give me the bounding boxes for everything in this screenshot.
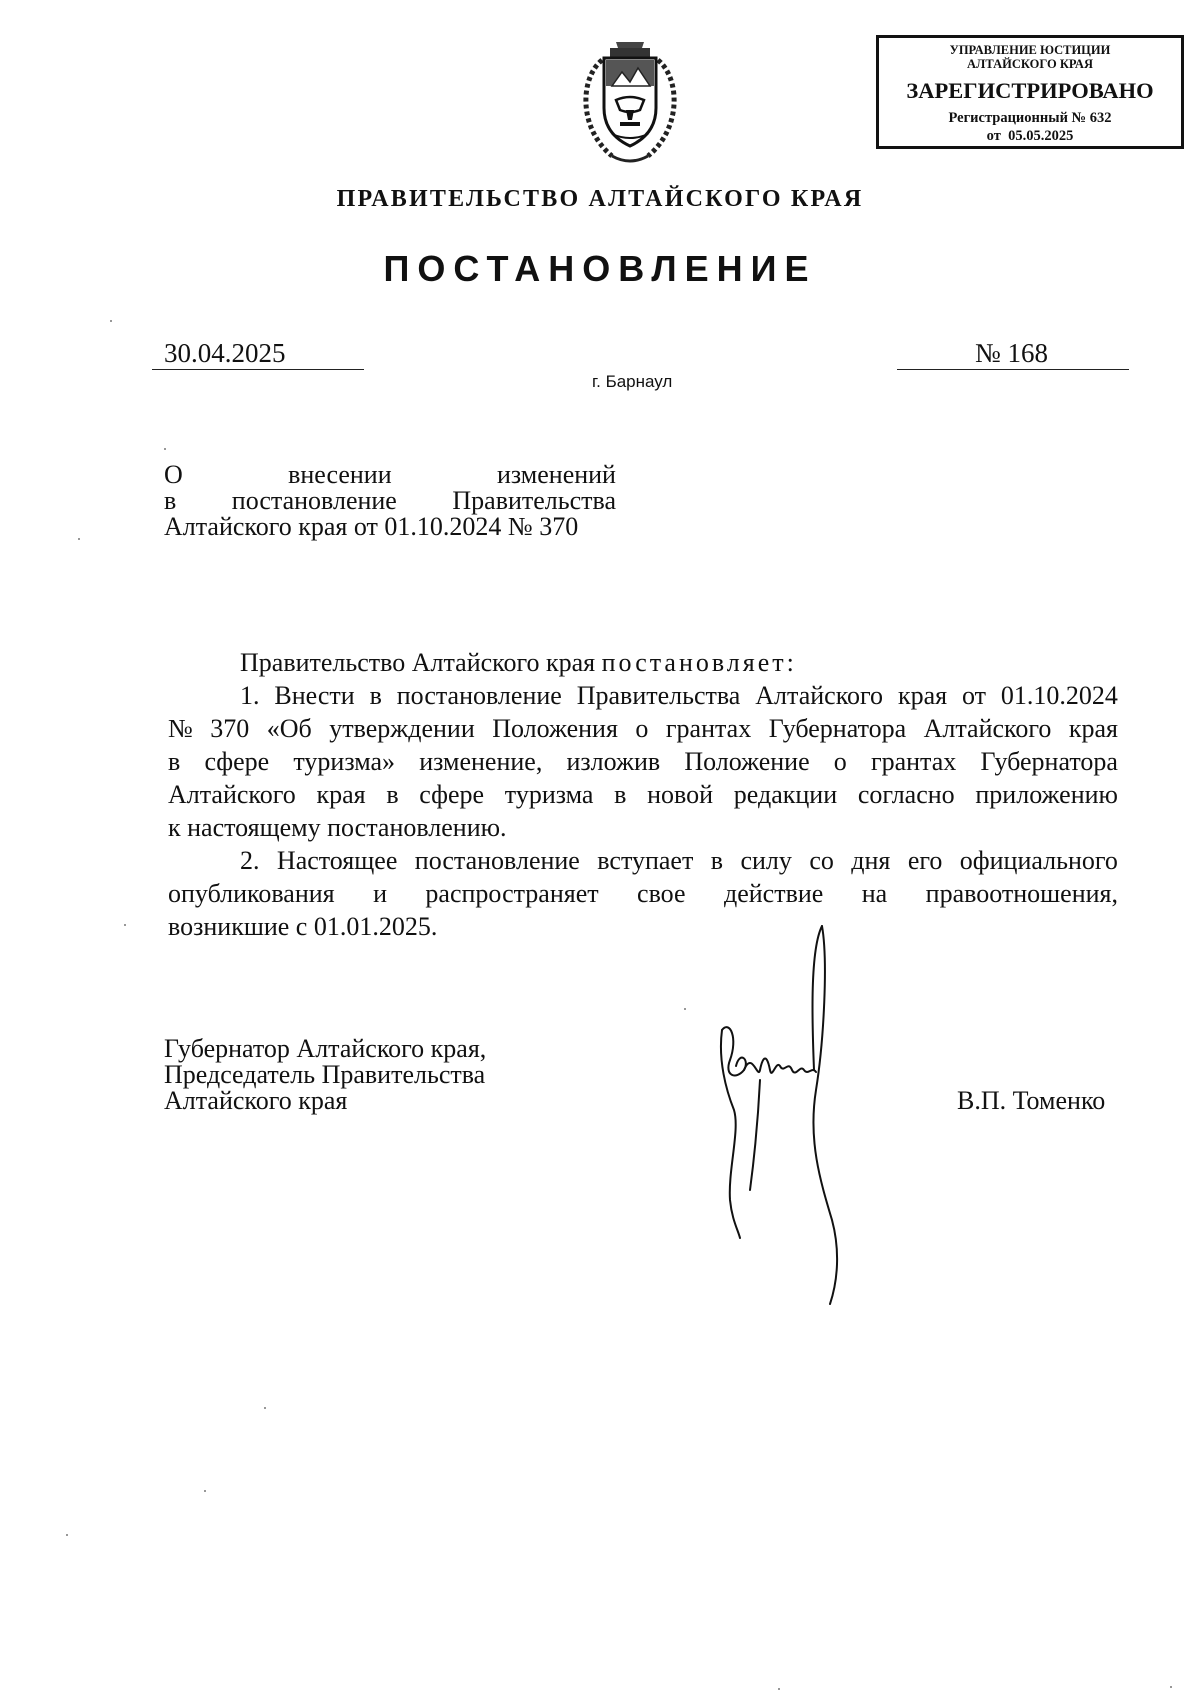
word: его xyxy=(907,846,943,875)
word: постановление xyxy=(396,681,562,710)
word: на xyxy=(861,879,888,908)
subject-line-1 xyxy=(164,462,616,488)
item1-line5: к настоящему постановлению. xyxy=(168,813,507,842)
word: вступает xyxy=(597,846,694,875)
city-label: г. Барнаул xyxy=(592,372,673,391)
word: Настоящее xyxy=(276,846,398,875)
word: редакции xyxy=(733,780,838,809)
coat-of-arms-emblem xyxy=(572,38,688,168)
item1-line4 xyxy=(168,778,1118,811)
word: Алтайского xyxy=(755,681,884,710)
word: официального xyxy=(959,846,1118,875)
scan-speck xyxy=(684,1008,686,1010)
scan-speck xyxy=(778,1688,780,1690)
word: в xyxy=(614,780,627,809)
organization-title: ПРАВИТЕЛЬСТВО АЛТАЙСКОГО КРАЯ xyxy=(336,186,864,212)
word: О xyxy=(164,460,183,489)
item2-line1 xyxy=(240,844,1118,877)
word: от xyxy=(961,681,987,710)
word: Внести xyxy=(274,681,355,710)
word: Алтайского xyxy=(168,780,296,809)
word: силу xyxy=(740,846,792,875)
word: действие xyxy=(723,879,824,908)
word: 1. xyxy=(240,681,260,710)
word: грантах xyxy=(665,714,752,743)
document-type-title: ПОСТАНОВЛЕНИЕ xyxy=(383,248,817,289)
intro-verb: постановляет: xyxy=(601,648,797,677)
intro-paragraph xyxy=(240,646,797,679)
date-underline xyxy=(152,369,364,370)
word: опубликования xyxy=(168,879,335,908)
handwritten-signature xyxy=(700,920,890,1310)
word: о xyxy=(635,714,649,743)
position-line-3: Алтайского края xyxy=(164,1086,348,1115)
word: внесении xyxy=(288,460,392,489)
word: Губернатора xyxy=(768,714,907,743)
word: в xyxy=(386,780,399,809)
item2-line3: возникшие с 01.01.2025. xyxy=(168,912,438,941)
word: в xyxy=(710,846,724,875)
word: приложению xyxy=(975,780,1118,809)
scan-speck xyxy=(1170,1686,1172,1688)
document-number: № 168 xyxy=(975,338,1049,368)
word: Правительства xyxy=(576,681,741,710)
stamp-authority-line1: УПРАВЛЕНИЕ ЮСТИЦИИ xyxy=(949,43,1111,57)
word: и xyxy=(373,879,387,908)
word: в xyxy=(164,486,177,515)
word: в xyxy=(369,681,382,710)
document-date: 30.04.2025 xyxy=(164,338,286,368)
word: Правительства xyxy=(452,486,616,515)
word: туризма» xyxy=(293,747,396,776)
word: распространяет xyxy=(425,879,599,908)
item1-line3 xyxy=(168,745,1118,778)
scan-speck xyxy=(204,1490,206,1492)
word: в xyxy=(168,747,181,776)
word: края xyxy=(1068,714,1118,743)
word: сфере xyxy=(204,747,270,776)
word: постановление xyxy=(414,846,580,875)
word: о xyxy=(833,747,847,776)
word: согласно xyxy=(857,780,955,809)
stamp-reg-date: от 05.05.2025 xyxy=(986,128,1074,144)
signatory-name: В.П. Томенко xyxy=(957,1086,1106,1115)
word: 2. xyxy=(240,846,260,875)
intro-text: Правительство Алтайского края xyxy=(240,648,596,677)
stamp-status: ЗАРЕГИСТРИРОВАНО xyxy=(906,78,1154,103)
word: Положение xyxy=(684,747,810,776)
scan-speck xyxy=(110,320,112,322)
word: постановление xyxy=(231,486,397,515)
word: № xyxy=(168,714,193,743)
word: со xyxy=(809,846,834,875)
word: свое xyxy=(637,879,686,908)
word: грантах xyxy=(870,747,957,776)
stamp-reg-number: Регистрационный № 632 xyxy=(948,110,1112,126)
registration-stamp xyxy=(876,35,1184,149)
number-underline xyxy=(897,369,1129,370)
item1-line2 xyxy=(168,712,1118,745)
word: изложив xyxy=(566,747,661,776)
subject-line-2 xyxy=(164,488,616,514)
scan-speck xyxy=(78,538,80,540)
position-line-2: Председатель Правительства xyxy=(164,1060,486,1089)
position-line-1: Губернатор Алтайского края, xyxy=(164,1034,487,1063)
word: утверждении xyxy=(329,714,475,743)
word: 370 xyxy=(210,714,250,743)
word: края xyxy=(897,681,948,710)
word: 01.10.2024 xyxy=(1000,681,1118,710)
subject-line-3: Алтайского края от 01.10.2024 № 370 xyxy=(164,512,579,541)
word: Положения xyxy=(492,714,618,743)
word: Алтайского xyxy=(923,714,1052,743)
scan-speck xyxy=(66,1534,68,1536)
word: края xyxy=(316,780,366,809)
word: изменение, xyxy=(419,747,543,776)
word: «Об xyxy=(266,714,312,743)
word: сфере xyxy=(419,780,485,809)
item1-line1 xyxy=(240,679,1118,712)
word: правоотношения, xyxy=(925,879,1118,908)
scan-speck xyxy=(264,1407,266,1409)
word: новой xyxy=(647,780,714,809)
scan-speck xyxy=(124,924,126,926)
word: Губернатора xyxy=(980,747,1118,776)
word: туризма xyxy=(504,780,594,809)
signatory-position xyxy=(164,1036,486,1114)
item2-line2 xyxy=(168,877,1118,910)
word: изменений xyxy=(496,460,616,489)
scan-speck xyxy=(164,448,166,450)
word: дня xyxy=(851,846,891,875)
stamp-authority-line2: АЛТАЙСКОГО КРАЯ xyxy=(967,57,1093,71)
